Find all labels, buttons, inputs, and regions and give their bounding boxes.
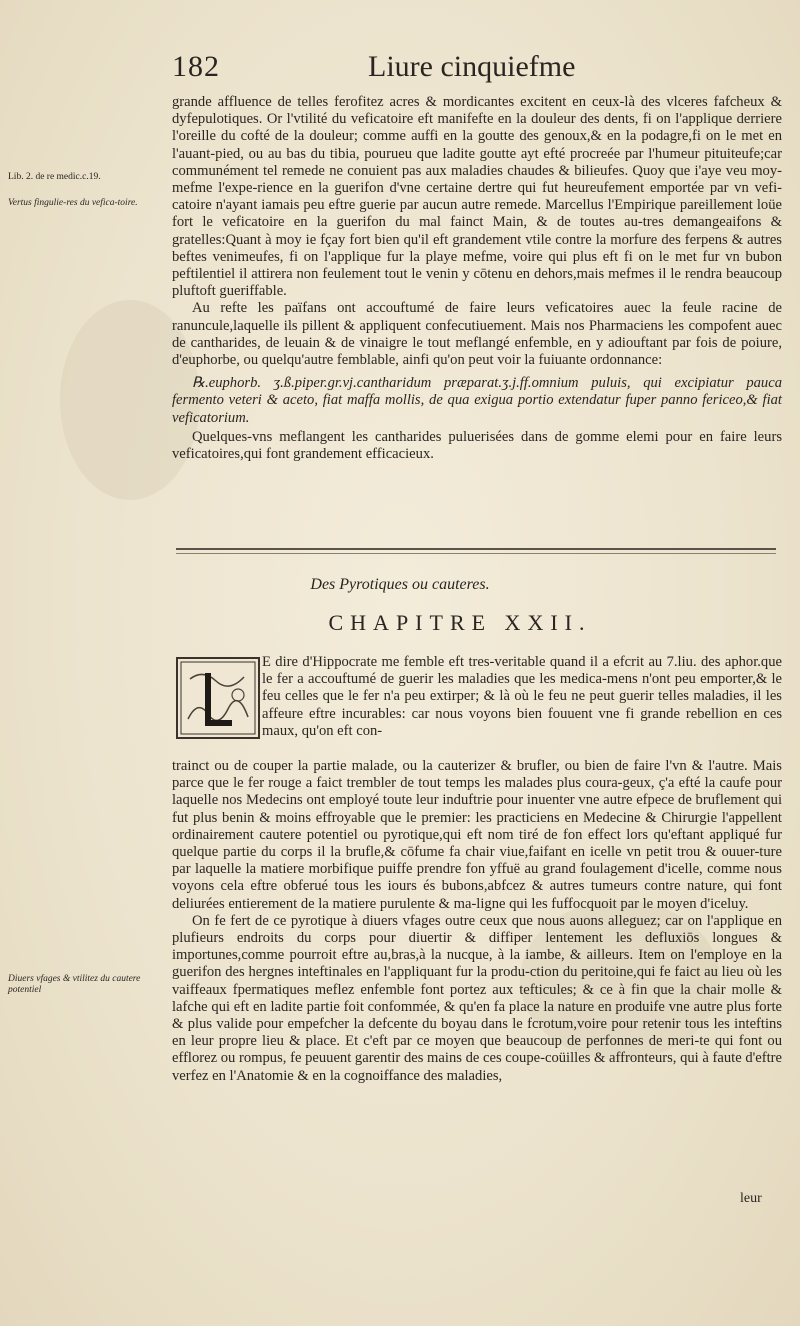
section-divider	[176, 553, 776, 554]
continued-body-text	[172, 94, 782, 463]
chapter-opening	[262, 654, 782, 740]
page-number: 182	[172, 50, 220, 83]
decorated-initial-l	[176, 657, 260, 739]
marginal-note-virtues: Vertus fingulie-res du vefica-toire.	[8, 198, 138, 208]
paragraph: E dire d'Hippocrate me femble eft tres-veritable quand il a efcrit au 7.liu. des aphor.que le fer a accouftumé de guerir les maladies que les medica-mens n'ont peu emporter,& le feu celles que le fer n'a peu extirper; & là où le feu ne peut guerir telles maladies, il les affeure eftre incurables: car nous voyons bien fouuent vne fi grande rebellion en ces maux, qu'on eft con-	[262, 654, 782, 739]
catchword: leur	[740, 1191, 762, 1206]
paragraph: Quelques-vns meflangent les cantharides puluerisées dans de gomme elemi pour en faire leurs veficatoires,qui font grandement efficacieux.	[172, 428, 782, 463]
marginal-note-reference: Lib. 2. de re medic.c.19.	[8, 172, 101, 182]
ornament-icon	[178, 659, 258, 737]
recipe-prescription: ℞.euphorb. ʒ.ß.piper.gr.vj.cantharidum præparat.ʒ.j.ff.omnium puluis, qui excipiatur pauca fermento veteri & aceto, fiat maffa mollis, de qua exigua portio extendatur fuper panno fericeo,& fiat veficatorium.	[172, 375, 782, 426]
section-divider	[176, 548, 776, 550]
paragraph: trainct ou de couper la partie malade, ou la cauterizer & brufler, ou bien de faire l'vn & l'autre. Mais parce que le fer rouge a faict trembler de tout temps les malades plus coura-geux, ç'a efté la caufe pour laquelle nos Medecins ont employé toute leur induftrie pour inuenter vne autre efpece de bruflement qui fut plus benin & moins effroyable que le premier: les practiciens en Medecine & Chirurgie l'appellent ordinairement cautere potentiel ou pyrotique,qui eft nom tiré de fon effect lors qu'eftant appliqué fur quelque partie du corps il la brufle,& cōfume fa chair viue,faifant en icelle vn petit trou & ouuer-ture par laquelle la matiere morbifique puiffe prendre fon yffuë au grand foulagement d'icelle, comme nous voyons cela eftre obferué tous les iours és bubons,abfcez & autres tumeurs contre nature, qui font deliurées entierement de la matiere purulente & ma-ligne qui les fuffocquoit par le moyen d'iceluy.	[172, 758, 782, 912]
page-header	[160, 50, 780, 90]
paragraph: Au refte les païfans ont accouftumé de faire leurs veficatoires auec la feule racine de ranuncule,laquelle ils pillent & appliquent confecutiuement. Mais nos Pharmaciens les compofent auec de cantharides, de leuain & de vinaigre le tout meflangé enfemble, en y adiouftant par fois de poiure, d'euphorbe, ou quelqu'autre femblable, ainfi qu'on peut voir la fuiuante ordonnance:	[172, 300, 782, 369]
chapter-heading: CHAPITRE XXII.	[328, 610, 592, 635]
chapter-body-text	[172, 758, 782, 1085]
paragraph: grande affluence de telles ferofitez acres & mordicantes excitent en ceux-là des vlceres fafcheux & dyfepulotiques. Or l'vtilité du veficatoire eft manifefte en la douleur des dents, fi on l'applique derriere l'oreille du cofté de la douleur; comme auffi en la goutte des genoux,& en la podagre,fi on le met en l'auant-pied, ou au bas du tibia, pourueu que ladite goutte ayt efté procreée par l'humeur pituiteufe;car communément tel remede ne conuient pas aux maladies chaudes & bilieufes. Quoy que i'aye veu moy-mefme l'expe-rience en la guerifon d'vne certaine dertre qui fut heureufement emportée par vn vefi-catoire n'ayant iamais peu eftre guerie par aucun autre remede. Marcellus l'Empirique pareillement loüe fort le veficatoire en la guerifon du mal fainct Main, & de toutes au-tres demangeaifons & gratelles:Quant à moy ie fçay fort bien qu'il eft grandement vtile contre la morfure des ferpens & autres beftes venimeufes, fi on l'applique fur la playe mefme, voire qui plus eft fi on le met fur vn bubon peftilentiel il attirera non feulement tout le venin y cōtenu en dehors,mais mefmes il le rendra beaucoup pluftoft gueriffable.	[172, 94, 782, 300]
paragraph: On fe fert de ce pyrotique à diuers vfages outre ceux que nous auons alleguez; car on l'applique en plufieurs endroits du corps pour diuertir & diffiper lentement les defluxiōs longues & importunes,comme pourroit eftre au,bras,à la nucque, à la iambe, & ailleurs. Item on l'employe en la guerifon des hergnes inteftinales en l'appliquant fur la produ-ction du peritoine,qui fe faict au lieu où les vaiffeaux fpermatiques meflez enfemble font portez aux tefticules; & ce à fin que la chair molle & lafche qui eft en ladite partie foit confommée, & qu'en fa place la nature en produife vne autre plus forte & plus valide pour empefcher la defcente du boyau dans le fcrotum,voire pour retenir tous les inteftins en leur propre lieu & place. Et c'eft par ce moyen que beaucoup de perfonnes de meri-te qui font ou efflorez ou rompus, fe peuuent garentir des mains de ces coupe-coüilles & affronteurs, qui à faute d'eftre verfez en l'Anatomie & en la cognoiffance des maladies,	[172, 912, 782, 1084]
section-title: Des Pyrotiques ou cauteres.	[310, 576, 490, 593]
running-title: Liure cinquiefme	[368, 50, 576, 83]
marginal-note-uses: Diuers vfages & vtilitez du cautere potentiel	[8, 974, 141, 995]
